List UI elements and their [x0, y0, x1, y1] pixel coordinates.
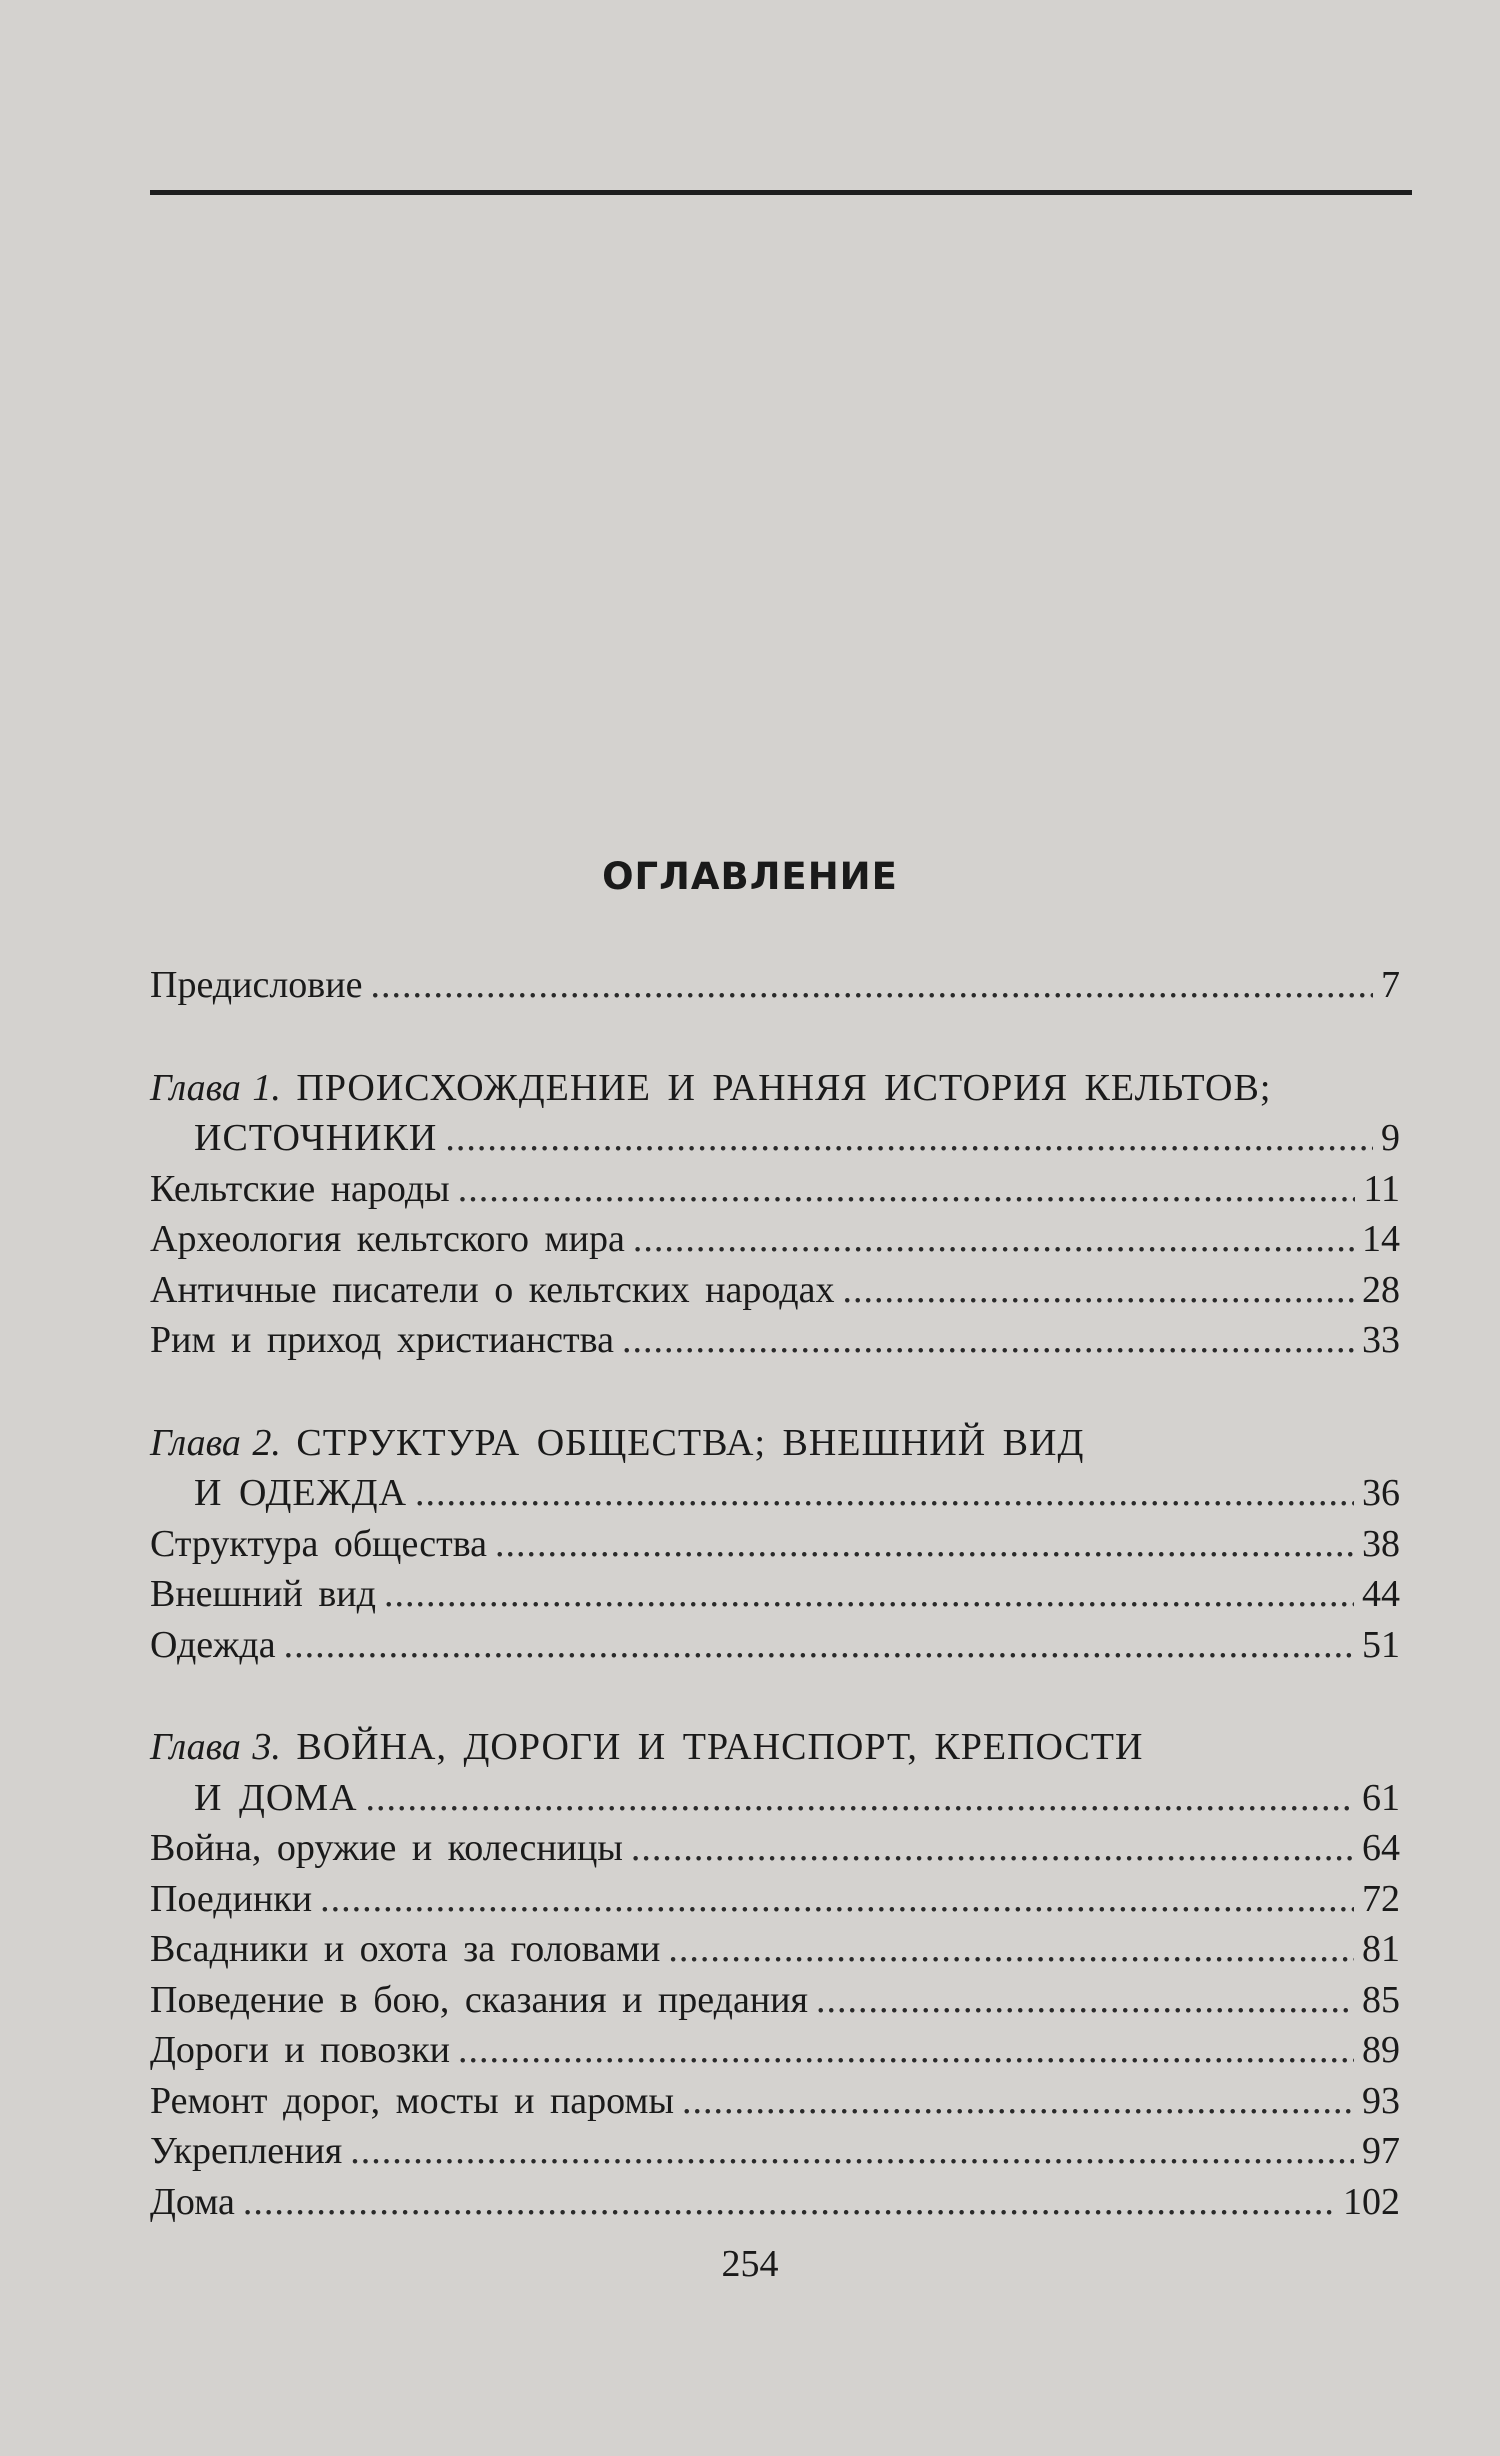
chapter-title-cont: И ДОМА [194, 1776, 358, 1819]
entry-page: 28 [1362, 1268, 1400, 1311]
entry-label: Всадники и охота за головами [150, 1928, 661, 1970]
toc-entry[interactable] [150, 1519, 1400, 1570]
entry-page: 9 [1381, 1117, 1400, 1159]
entry-label: Кельтские народы [150, 1167, 450, 1210]
dot-leader [682, 2076, 1354, 2127]
entry-label: Укрепления [150, 2130, 343, 2172]
toc-entry[interactable] [150, 1214, 1400, 1265]
dot-leader [445, 1113, 1373, 1164]
entry-page: 36 [1362, 1472, 1400, 1514]
chapter-2-title[interactable] [150, 1418, 1400, 1469]
entry-label: Ремонт дорог, мосты и паромы [150, 2079, 675, 2122]
dot-leader [370, 960, 1373, 1011]
entry-label: Поединки [150, 1877, 313, 1920]
dot-leader [243, 2177, 1335, 2228]
table-of-contents [150, 960, 1400, 2227]
entry-page: 89 [1362, 2029, 1400, 2071]
chapter-2-title-cont[interactable] [150, 1468, 1400, 1519]
dot-leader [384, 1569, 1354, 1620]
chapter-prefix: Глава 2. [150, 1421, 281, 1464]
header-rule [150, 190, 1412, 195]
chapter-1-title-cont[interactable] [150, 1113, 1400, 1164]
entry-label: Война, оружие и колесницы [150, 1827, 623, 1869]
toc-entry[interactable] [150, 1620, 1400, 1671]
dot-leader [284, 1620, 1354, 1671]
entry-label: Рим и приход христианства [150, 1319, 614, 1361]
entry-label: Поведение в бою, сказания и предания [150, 1978, 808, 2021]
entry-page: 85 [1362, 1978, 1400, 2021]
dot-leader [622, 1315, 1354, 1366]
dot-leader [843, 1265, 1355, 1316]
toc-entry[interactable] [150, 1265, 1400, 1316]
chapter-title: СТРУКТУРА ОБЩЕСТВА; ВНЕШНИЙ ВИД [296, 1421, 1085, 1464]
chapter-title: ПРОИСХОЖДЕНИЕ И РАННЯЯ ИСТОРИЯ КЕЛЬТОВ; [296, 1066, 1272, 1109]
entry-page: 102 [1343, 2180, 1400, 2223]
toc-entry[interactable] [150, 1164, 1400, 1215]
dot-leader [816, 1975, 1354, 2026]
toc-entry[interactable] [150, 2177, 1400, 2228]
toc-entry-preface[interactable] [150, 960, 1400, 1011]
chapter-title-cont: И ОДЕЖДА [194, 1472, 408, 1514]
toc-entry[interactable] [150, 1315, 1400, 1366]
toc-entry[interactable] [150, 1569, 1400, 1620]
dot-leader [458, 2025, 1354, 2076]
entry-page: 38 [1362, 1522, 1400, 1565]
entry-label: Дома [150, 2180, 235, 2223]
entry-page: 44 [1362, 1573, 1400, 1615]
toc-entry[interactable] [150, 2025, 1400, 2076]
entry-page: 51 [1362, 1623, 1400, 1666]
entry-page: 81 [1362, 1928, 1400, 1970]
entry-page: 7 [1381, 964, 1400, 1006]
entry-page: 72 [1362, 1877, 1400, 1920]
chapter-title-cont: ИСТОЧНИКИ [194, 1117, 438, 1159]
dot-leader [495, 1519, 1354, 1570]
entry-label: Структура общества [150, 1522, 488, 1565]
entry-page: 61 [1362, 1776, 1400, 1819]
chapter-3-title[interactable] [150, 1722, 1400, 1773]
chapter-3-title-cont[interactable] [150, 1773, 1400, 1824]
entry-label: Одежда [150, 1623, 276, 1666]
toc-entry[interactable] [150, 1874, 1400, 1925]
toc-entry[interactable] [150, 2126, 1400, 2177]
entry-label: Дороги и повозки [150, 2029, 451, 2071]
dot-leader [350, 2126, 1354, 2177]
dot-leader [631, 1823, 1354, 1874]
entry-page: 64 [1362, 1827, 1400, 1869]
entry-page: 97 [1362, 2130, 1400, 2172]
toc-entry[interactable] [150, 1823, 1400, 1874]
entry-page: 14 [1362, 1218, 1400, 1260]
chapter-prefix: Глава 3. [150, 1726, 281, 1768]
chapter-title: ВОЙНА, ДОРОГИ И ТРАНСПОРТ, КРЕПОСТИ [296, 1726, 1144, 1768]
entry-page: 11 [1363, 1167, 1400, 1210]
chapter-prefix: Глава 1. [150, 1066, 281, 1109]
dot-leader [668, 1924, 1354, 1975]
dot-leader [633, 1214, 1354, 1265]
entry-label: Внешний вид [150, 1573, 376, 1615]
entry-label: Предисловие [150, 964, 363, 1006]
chapter-1-title[interactable] [150, 1063, 1400, 1114]
toc-entry[interactable] [150, 2076, 1400, 2127]
page-number: 254 [721, 2243, 779, 2285]
entry-label: Античные писатели о кельтских народах [150, 1268, 835, 1311]
toc-heading: ОГЛАВЛЕНИЕ [602, 855, 898, 898]
entry-page: 93 [1362, 2079, 1400, 2122]
dot-leader [415, 1468, 1354, 1519]
entry-page: 33 [1362, 1319, 1400, 1361]
dot-leader [366, 1773, 1354, 1824]
entry-label: Археология кельтского мира [150, 1218, 625, 1260]
dot-leader [458, 1164, 1356, 1215]
toc-entry[interactable] [150, 1924, 1400, 1975]
dot-leader [320, 1874, 1354, 1925]
toc-entry[interactable] [150, 1975, 1400, 2026]
